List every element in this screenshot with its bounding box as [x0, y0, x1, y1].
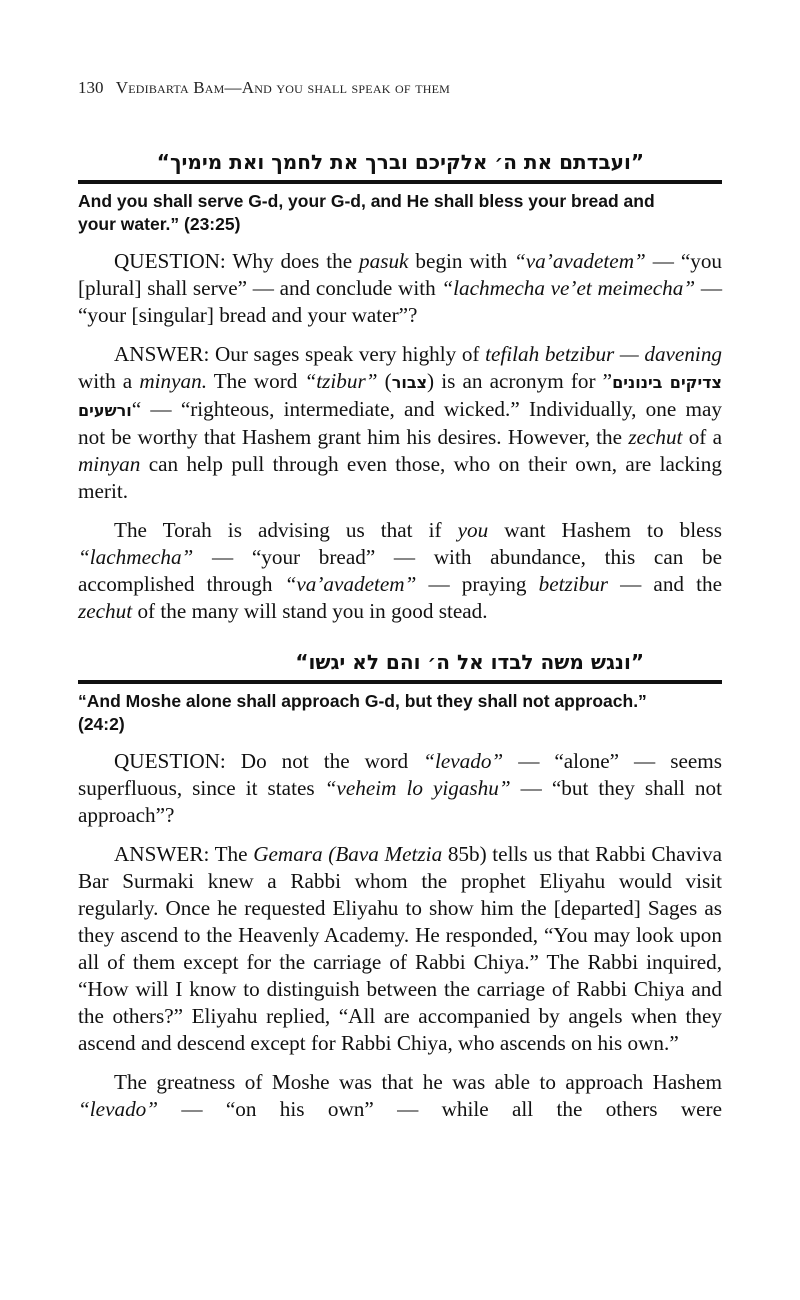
section-2 [78, 648, 722, 1123]
italic-text: you [457, 518, 489, 542]
hebrew-text: צדיקים בינונים ורשעים [78, 373, 723, 420]
italic-text: “veheim lo yigashu” [324, 776, 511, 800]
section-body [78, 248, 722, 625]
text-run: ) is an acronym for ” [427, 369, 613, 393]
italic-text: “lachmecha ve’et meimecha” [441, 276, 696, 300]
text-run: — and the [608, 572, 722, 596]
verse-translation: And you shall serve G-d, your G-d, and He shall bless your bread and your water.” (23:25) [78, 191, 655, 234]
text-run: begin with [408, 249, 514, 273]
text-run: — “your bread” — with abundance, this can be accomplished through [78, 545, 722, 596]
text-run: — “on his own” — while all the others were [158, 1097, 722, 1121]
divider-rule [78, 180, 722, 184]
italic-text: davening [644, 342, 723, 366]
text-run: of the many will stand you in good stead. [132, 599, 488, 623]
hebrew-verse-heading: ”ועבדתם את ה׳ אלקיכם וברך את לחמך ואת מימיך“ [156, 150, 644, 174]
hebrew-verse-heading: ”ונגש משה לבדו אל ה׳ והם לא יגשו“ [295, 650, 644, 674]
text-run: can help pull through even those, who on their own, are lacking merit. [78, 452, 722, 503]
text-run: QUESTION: Do not the word [114, 749, 424, 773]
paragraph [78, 341, 722, 505]
italic-text: “va’avadetem” [284, 572, 417, 596]
text-run: — praying [416, 572, 539, 596]
italic-text: “levado” [78, 1097, 159, 1121]
running-head [78, 78, 450, 98]
text-run: with a [78, 369, 140, 393]
text-run: — “but they shall not approach”? [78, 776, 722, 827]
text-run: “ — “righteous, intermediate, and wicked.” Individually, one may not be worthy that Hashem grant him his desires. However, the [78, 397, 722, 449]
text-run: ANSWER: The [114, 842, 254, 866]
italic-text: zechut [78, 599, 133, 623]
paragraph [78, 841, 722, 1057]
italic-text: Gemara (Bava Metzia [253, 842, 443, 866]
italic-text: “tzibur” [304, 369, 378, 393]
italic-text: “levado” [423, 749, 504, 773]
text-run: — “your [singular] bread and your water”? [78, 276, 723, 327]
paragraph [78, 517, 722, 625]
section-body [78, 748, 722, 1123]
text-run: The Torah is advising us that if [114, 518, 458, 542]
text-run: of a [682, 425, 722, 449]
text-run: 85b) tells us that Rabbi Chaviva Bar Surmaki knew a Rabbi whom the prophet Eliyahu would visit regularly. Once he requested Eliyahu to show him the [departed] Sages as they ascend to the Heavenly Academy. He responded, “You may look upon all of them except for the carriage of Rabbi Chiya.” The Rabbi inquired, “How will I know to distinguish between the carriage of Rabbi Chiya and the others?” Eliyahu replied, “All are accompanied by angels when they ascend and descend except for Rabbi Chiya, who ascends on his own.” [78, 842, 722, 1055]
verse-translation: “And Moshe alone shall approach G-d, but they shall not approach.” (24:2) [78, 691, 647, 734]
italic-text: betzibur [538, 572, 609, 596]
running-head-title: Vedibarta Bam—And you shall speak of them [115, 78, 451, 97]
text-run: ( [377, 369, 392, 393]
italic-text: “va’avadetem” [513, 249, 646, 273]
italic-text: pasuk [359, 249, 409, 273]
hebrew-text: צבור [391, 373, 428, 392]
text-run: The word [207, 369, 305, 393]
italic-text: minyan. [139, 369, 207, 393]
text-run: — “alone” — seems superfluous, since it states [78, 749, 722, 800]
text-run: ANSWER: Our sages speak very highly of [114, 342, 486, 366]
italic-text: tefilah betzibur — [485, 342, 639, 366]
text-run: — “you [plural] shall serve” — and conclude with [78, 249, 723, 300]
page-number: 130 [78, 78, 104, 97]
paragraph [78, 1069, 722, 1123]
text-run: want Hashem to bless [488, 518, 722, 542]
section-1 [78, 148, 722, 625]
text-run: The greatness of Moshe was that he was able to approach Hashem [114, 1070, 722, 1094]
paragraph [78, 248, 722, 329]
italic-text: minyan [78, 452, 141, 476]
paragraph [78, 748, 722, 829]
italic-text: zechut [628, 425, 683, 449]
text-run: QUESTION: Why does the [114, 249, 360, 273]
italic-text: “lachmecha” [78, 545, 194, 569]
divider-rule [78, 680, 722, 684]
